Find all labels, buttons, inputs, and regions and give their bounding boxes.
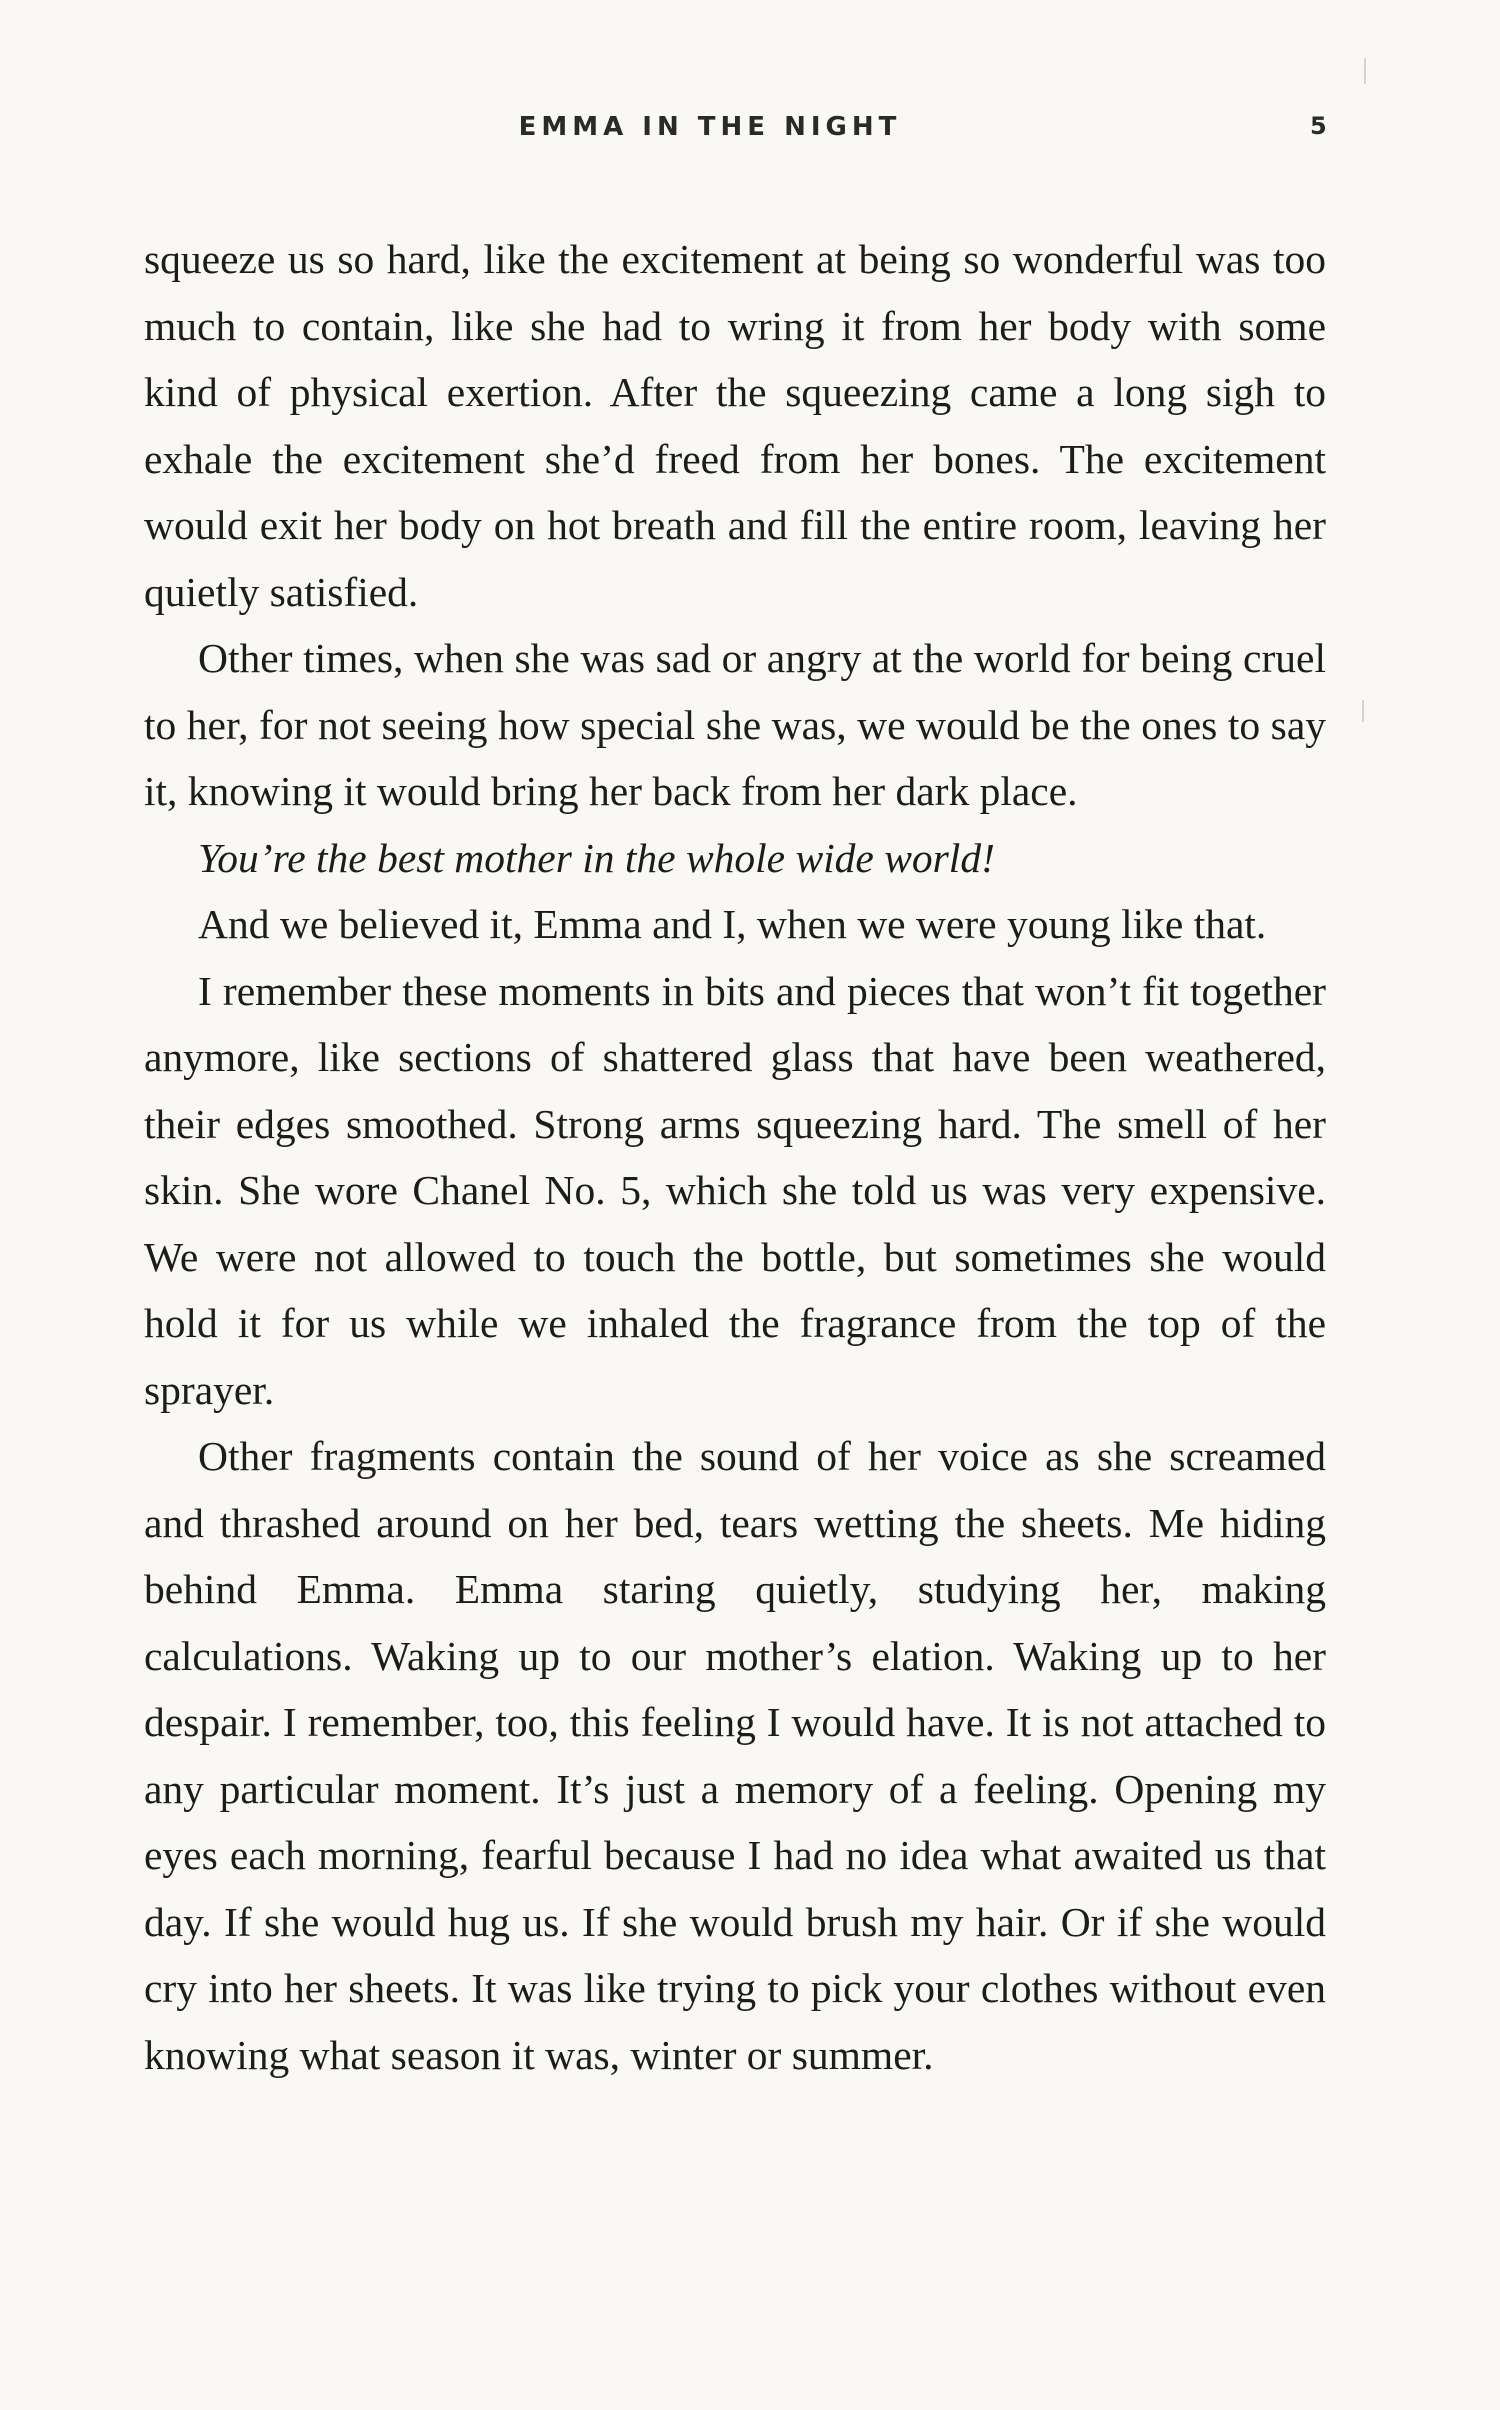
paragraph: I remember these moments in bits and pieces that won’t fit together anymore, like sections of shattered glass that have been weathered, their edges smoothed. Strong arms squeezing hard. The smell of her skin. She wore Chanel No. 5, which she told us was very expensive. We were not allowed to touch the bottle, but sometimes she would hold it for us while we inhaled the fragrance from the top of the sprayer.: [144, 967, 1326, 1413]
paragraph-continued: squeeze us so hard, like the excitement at being so wonderful was too much to contain, like she had to wring it from her body with some kind of physical exertion. After the squeezing came a long sigh to exhale the excitement she’d freed from her bones. The excitement would exit her body on hot breath and fill the entire room, leaving her quietly satisfied.: [144, 236, 1326, 615]
body-text: [144, 226, 1326, 2088]
italic-quote: You’re the best mother in the whole wide world!: [198, 834, 995, 881]
running-head: [0, 112, 1500, 152]
paragraph: Other times, when she was sad or angry at the world for being cruel to her, for not seeing how special she was, we would be the ones to say it, knowing it would bring her back from her dark place.: [144, 635, 1326, 814]
paragraph: Other fragments contain the sound of her voice as she screamed and thrashed around on her bed, tears wetting the sheets. Me hiding behind Emma. Emma staring quietly, studying her, making calculations. Waking up to our mother’s elation. Waking up to her despair. I remember, too, this feeling I would have. It is not attached to any particular moment. It’s just a memory of a feeling. Opening my eyes each morning, fearful because I had no idea what awaited us that day. If she would hug us. If she would brush my hair. Or if she would cry into her sheets. It was like trying to pick your clothes without even knowing what season it was, winter or summer.: [144, 1433, 1326, 2078]
paragraph: And we believed it, Emma and I, when we were young like that.: [198, 901, 1267, 947]
scan-artifact-mark: [1362, 700, 1364, 722]
scan-artifact-mark: [1364, 58, 1366, 84]
page-number: 5: [1310, 112, 1327, 140]
book-title: EMMA IN THE NIGHT: [518, 112, 902, 142]
